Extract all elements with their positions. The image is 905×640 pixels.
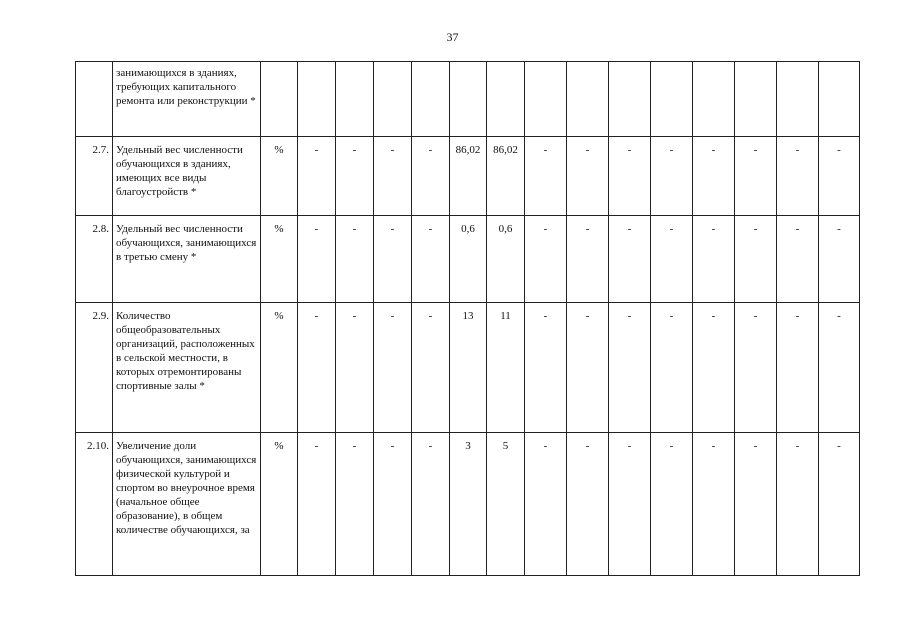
unit-cell: % bbox=[261, 303, 298, 433]
value-cell bbox=[450, 62, 487, 137]
unit-cell: % bbox=[261, 216, 298, 303]
value-cell bbox=[412, 62, 450, 137]
value-cell bbox=[487, 62, 525, 137]
indicator-name-cell: Удельный вес численности обучающихся, занимающихся в третью смену * bbox=[113, 216, 261, 303]
table-row bbox=[76, 62, 860, 137]
value-cell: - bbox=[609, 303, 651, 433]
indicator-name-cell: занимающихся в зданиях, требующих капитального ремонта или реконструкции * bbox=[113, 62, 261, 137]
row-number-cell: 2.9. bbox=[76, 303, 113, 433]
table-row bbox=[76, 303, 860, 433]
value-cell bbox=[609, 62, 651, 137]
value-cell: - bbox=[298, 137, 336, 216]
row-number-cell: 2.10. bbox=[76, 433, 113, 576]
value-cell bbox=[525, 62, 567, 137]
value-cell: - bbox=[567, 216, 609, 303]
value-cell: - bbox=[374, 137, 412, 216]
value-cell: - bbox=[819, 303, 860, 433]
value-cell: - bbox=[525, 303, 567, 433]
row-number-cell: 2.8. bbox=[76, 216, 113, 303]
value-cell: - bbox=[567, 137, 609, 216]
value-cell: - bbox=[609, 433, 651, 576]
value-cell: - bbox=[374, 303, 412, 433]
table-row bbox=[76, 433, 860, 576]
page-number: 37 bbox=[446, 30, 459, 44]
value-cell: 5 bbox=[487, 433, 525, 576]
value-cell: - bbox=[777, 303, 819, 433]
value-cell: - bbox=[777, 216, 819, 303]
value-cell: - bbox=[412, 303, 450, 433]
value-cell: - bbox=[336, 216, 374, 303]
value-cell: - bbox=[412, 216, 450, 303]
value-cell: - bbox=[777, 433, 819, 576]
indicator-name-cell: Удельный вес численности обучающихся в зданиях, имеющих все виды благоустройств * bbox=[113, 137, 261, 216]
value-cell: 86,02 bbox=[487, 137, 525, 216]
value-cell: - bbox=[819, 216, 860, 303]
indicator-name-cell: Увеличение доли обучающихся, занимающихся физической культурой и спортом во внеурочное время (начальное общее образование), в общем количестве обучающихся, за bbox=[113, 433, 261, 576]
value-cell bbox=[298, 62, 336, 137]
value-cell bbox=[567, 62, 609, 137]
value-cell: 3 bbox=[450, 433, 487, 576]
value-cell: - bbox=[777, 137, 819, 216]
value-cell: 13 bbox=[450, 303, 487, 433]
value-cell bbox=[819, 62, 860, 137]
value-cell: - bbox=[651, 303, 693, 433]
value-cell: - bbox=[609, 216, 651, 303]
value-cell: - bbox=[336, 137, 374, 216]
value-cell bbox=[336, 62, 374, 137]
value-cell: - bbox=[374, 433, 412, 576]
value-cell: 0,6 bbox=[450, 216, 487, 303]
value-cell: - bbox=[336, 303, 374, 433]
value-cell: - bbox=[298, 216, 336, 303]
value-cell: - bbox=[567, 303, 609, 433]
value-cell: - bbox=[819, 433, 860, 576]
unit-cell: % bbox=[261, 137, 298, 216]
indicators-table bbox=[75, 61, 860, 576]
value-cell: - bbox=[525, 216, 567, 303]
value-cell: - bbox=[412, 137, 450, 216]
value-cell: - bbox=[693, 433, 735, 576]
value-cell: - bbox=[651, 137, 693, 216]
value-cell: - bbox=[819, 137, 860, 216]
value-cell bbox=[374, 62, 412, 137]
value-cell: - bbox=[298, 303, 336, 433]
value-cell: - bbox=[693, 216, 735, 303]
value-cell: - bbox=[735, 433, 777, 576]
value-cell: - bbox=[735, 216, 777, 303]
value-cell bbox=[693, 62, 735, 137]
value-cell: - bbox=[525, 137, 567, 216]
value-cell: - bbox=[735, 137, 777, 216]
value-cell: - bbox=[693, 137, 735, 216]
value-cell bbox=[735, 62, 777, 137]
row-number-cell bbox=[76, 62, 113, 137]
value-cell: - bbox=[693, 303, 735, 433]
indicator-name-cell: Количество общеобразовательных организаций, расположенных в сельской местности, в которых отремонтированы спортивные залы * bbox=[113, 303, 261, 433]
value-cell: - bbox=[336, 433, 374, 576]
unit-cell: % bbox=[261, 433, 298, 576]
value-cell: - bbox=[374, 216, 412, 303]
value-cell bbox=[651, 62, 693, 137]
value-cell bbox=[777, 62, 819, 137]
value-cell: - bbox=[412, 433, 450, 576]
value-cell: - bbox=[651, 216, 693, 303]
table-row bbox=[76, 137, 860, 216]
value-cell: - bbox=[525, 433, 567, 576]
value-cell: - bbox=[651, 433, 693, 576]
value-cell: 0,6 bbox=[487, 216, 525, 303]
value-cell: - bbox=[735, 303, 777, 433]
value-cell: 11 bbox=[487, 303, 525, 433]
value-cell: - bbox=[609, 137, 651, 216]
value-cell: - bbox=[298, 433, 336, 576]
value-cell: 86,02 bbox=[450, 137, 487, 216]
table-row bbox=[76, 216, 860, 303]
unit-cell bbox=[261, 62, 298, 137]
value-cell: - bbox=[567, 433, 609, 576]
row-number-cell: 2.7. bbox=[76, 137, 113, 216]
